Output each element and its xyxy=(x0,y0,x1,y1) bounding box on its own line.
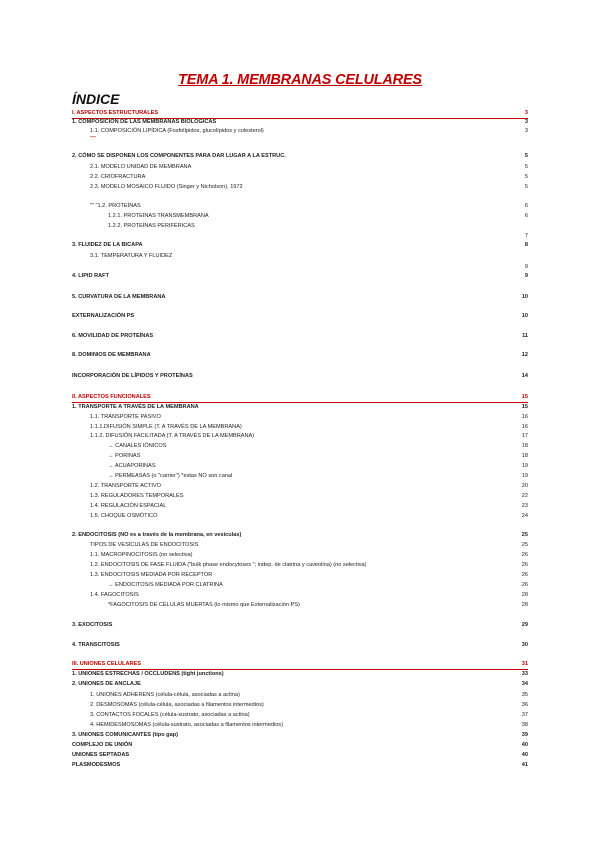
toc-entry-page: 18 xyxy=(521,453,528,459)
toc-entry xyxy=(0,691,600,700)
toc-entry xyxy=(0,761,600,770)
toc-entry xyxy=(0,183,600,192)
toc-entry-page: 9 xyxy=(524,273,528,279)
toc-entry-page: 39 xyxy=(521,732,528,738)
toc-entry-title: 3. CONTACTOS FOCALES (célula-sustrato, asociadas a actina) xyxy=(90,712,250,718)
toc-entry xyxy=(0,413,600,422)
toc-entry-title: 1.3. ENDOCITOSIS MEDIADA POR RECEPTOR xyxy=(90,572,213,578)
toc-entry xyxy=(0,711,600,720)
toc-entry xyxy=(0,452,600,461)
toc-entry-title: → ACUAPORINAS xyxy=(108,463,156,469)
toc-entry-title: II. ASPECTOS FUNCIONALES xyxy=(72,394,151,400)
toc-entry-page: 5 xyxy=(524,153,528,159)
toc-entry-title: 3. UNIONES COMUNICANTES (tipo gap) xyxy=(72,732,178,738)
toc-entry-page: 3 xyxy=(524,110,528,116)
toc-entry-page: 36 xyxy=(521,702,528,708)
toc-entry-page: 5 xyxy=(524,174,528,180)
toc-entry-title: 1.2. TRANSPORTE ACTIVO xyxy=(90,483,161,489)
toc-entry-title: 1.2. ENDOCITOSIS DE FASE FLUIDA ("bulk phase endocytoses "; indep. de clatrina y caveolina) (no selectiva) xyxy=(90,562,367,568)
toc-entry xyxy=(0,561,600,570)
toc-entry-title: 1. COMPOSICIÓN DE LAS MEMBRANAS BIOLÓGICAS xyxy=(72,119,217,125)
toc-entry-page: 12 xyxy=(521,352,528,358)
toc-entry-title: III. UNIONES CELULARES xyxy=(72,661,141,667)
toc-entry xyxy=(0,152,600,161)
toc-entry xyxy=(0,462,600,471)
toc-entry-page: 37 xyxy=(521,712,528,718)
toc-entry xyxy=(0,263,600,272)
toc-entry xyxy=(0,721,600,730)
toc-entry xyxy=(0,351,600,360)
toc-entry-page: 41 xyxy=(521,762,528,768)
toc-entry xyxy=(0,502,600,511)
toc-entry-page: 19 xyxy=(521,473,528,479)
toc-entry-page: 9 xyxy=(524,264,528,270)
toc-entry-title: 6. MOVILIDAD DE PROTEÍNAS xyxy=(72,333,154,339)
toc-entry xyxy=(0,472,600,481)
toc-entry-page: 25 xyxy=(521,542,528,548)
toc-entry xyxy=(0,551,600,560)
toc-entry-page: 40 xyxy=(521,752,528,758)
toc-entry-page: 10 xyxy=(521,294,528,300)
toc-entry xyxy=(0,621,600,630)
toc-entry xyxy=(0,492,600,501)
toc-entry-title: 2.1. MODELO UNIDAD DE MEMBRANA xyxy=(90,164,192,170)
toc-entry-page: 26 xyxy=(521,552,528,558)
toc-entry xyxy=(0,272,600,281)
toc-entry-title: 2.2. CRIOFRACTURA xyxy=(90,174,146,180)
toc-entry-page: 6 xyxy=(524,213,528,219)
toc-entry-title: 1. TRANSPORTE A TRAVÉS DE LA MEMBRANA xyxy=(72,404,199,410)
toc-entry xyxy=(0,641,600,650)
toc-entry xyxy=(0,423,600,432)
toc-entry-page: 15 xyxy=(521,404,528,410)
toc-entry-title: 2. UNIONES DE ANCLAJE xyxy=(72,681,141,687)
toc-entry xyxy=(0,393,600,402)
toc-entry xyxy=(0,212,600,221)
toc-entry-title: UNIONES SEPTADAS xyxy=(72,752,130,758)
toc-entry-title: 1.1. COMPOSICIÓN LIPÍDICA (Fosfolípidos, glucolípidos y colesterol) xyxy=(90,128,264,134)
toc-entry-title: PLASMODESMOS xyxy=(72,762,121,768)
toc-entry-page: 29 xyxy=(521,622,528,628)
toc-entry-page: 26 xyxy=(521,582,528,588)
toc-entry-title: 1.4. FAGOCITOSIS xyxy=(90,592,139,598)
toc-entry xyxy=(0,173,600,182)
toc-entry-page: 24 xyxy=(521,513,528,519)
toc-entry-page: 35 xyxy=(521,692,528,698)
toc-entry-title: → CANALES IÓNICOS xyxy=(108,443,167,449)
toc-entry-page: 16 xyxy=(521,414,528,420)
toc-entry-title: 8. DOMINIOS DE MEMBRANA xyxy=(72,352,151,358)
toc-entry-title: COMPLEJO DE UNIÓN xyxy=(72,742,133,748)
toc-entry-page: 18 xyxy=(521,443,528,449)
toc-entry-page: 25 xyxy=(521,532,528,538)
toc-entry xyxy=(0,680,600,689)
toc-entry xyxy=(0,581,600,590)
toc-entry-page: 7 xyxy=(524,233,528,239)
toc-entry-title: 4. LIPID RAFT xyxy=(72,273,109,279)
toc-entry-title: I. ASPECTOS ESTRUCTURALES xyxy=(72,110,159,116)
toc-entry-title: 1.2.1. PROTEÍNAS TRANSMEMBRANA xyxy=(108,213,209,219)
toc-entry xyxy=(0,482,600,491)
toc-entry-page: 16 xyxy=(521,424,528,430)
toc-entry-page: 8 xyxy=(524,242,528,248)
toc-entry xyxy=(0,731,600,740)
toc-entry xyxy=(0,312,600,321)
toc-entry-page: 28 xyxy=(521,592,528,598)
toc-entry xyxy=(0,252,600,261)
toc-entry-title: 2. DESMOSOMAS (célula-célula, asociadas a filamentos intermedios) xyxy=(90,702,264,708)
toc-entry-page: 17 xyxy=(521,433,528,439)
toc-entry xyxy=(0,670,600,679)
toc-entry-page: 15 xyxy=(521,394,528,400)
toc-entry xyxy=(0,751,600,760)
toc-entry xyxy=(0,293,600,302)
toc-entry-title: 2. CÓMO SE DISPONEN LOS COMPONENTES PARA DAR LUGAR A LA ESTRUC. xyxy=(72,153,286,159)
toc-entry xyxy=(0,403,600,412)
toc-entry-title: 1.1. TRANSPORTE PASIVO xyxy=(90,414,161,420)
toc-entry-page: 11 xyxy=(522,333,528,339)
toc-entry-page: 6 xyxy=(524,203,528,209)
toc-entry-page: 30 xyxy=(521,642,528,648)
document-title: TEMA 1. MEMBRANAS CELULARES xyxy=(178,72,422,88)
toc-entry-title: 1.3. REGULADORES TEMPORALES xyxy=(90,493,184,499)
toc-entry-page: 34 xyxy=(521,681,528,687)
toc-entry-page: 38 xyxy=(521,722,528,728)
toc-entry-title: 1.1.1.DIFUSIÓN SIMPLE (T. A TRAVÉS DE LA MEMBRANA) xyxy=(90,424,242,430)
toc-entry xyxy=(0,442,600,451)
toc-entry-title: *FAGOCITOSIS DE CÉLULAS MUERTAS (lo mismo que Externalización PS) xyxy=(108,602,300,608)
toc-entry-title: INCORPORACIÓN DE LÍPIDOS Y PROTEÍNAS xyxy=(72,373,193,379)
toc-entry-title: 1. UNIONES ESTRECHAS / OCCLUDENS (tight junctions) xyxy=(72,671,224,677)
toc-entry-title: → ENDOCITOSIS MEDIADA POR CLATRINA xyxy=(108,582,223,588)
toc-entry-title: 1.5. CHOQUE OSMÓTICO xyxy=(90,513,158,519)
toc-entry-title: "" "1.2. PROTEÍNAS xyxy=(90,203,141,209)
toc-entry-title: 2. ENDOCITOSIS (NO es a través de la membrana, en vesículas) xyxy=(72,532,242,538)
toc-entry xyxy=(0,135,600,144)
toc-entry xyxy=(0,512,600,521)
toc-entry-title: 1.4. REGULACIÓN ESPACIAL xyxy=(90,503,167,509)
toc-entry-page: 26 xyxy=(521,562,528,568)
toc-entry xyxy=(0,241,600,250)
toc-entry xyxy=(0,571,600,580)
toc-entry-page: 23 xyxy=(521,503,528,509)
toc-entry-page: 20 xyxy=(521,483,528,489)
toc-entry-page: 3 xyxy=(524,119,528,125)
toc-entry xyxy=(0,701,600,710)
toc-entry xyxy=(0,601,600,610)
toc-entry-title: 1. UNIONES ADHERENS (célula-célula, asociadas a actina) xyxy=(90,692,240,698)
toc-entry-title: 4. TRANSCITOSIS xyxy=(72,642,120,648)
toc-entry-title: 4. HEMIDESMOSOMAS (célula-sustrato, asociadas a filamentos intermedios) xyxy=(90,722,284,728)
toc-entry xyxy=(0,372,600,381)
toc-entry-title: → PERMEASAS (o "carrier") *estas NO son canal xyxy=(108,473,233,479)
toc-entry xyxy=(0,541,600,550)
toc-entry-title: 1.1.2. DIFUSIÓN FACILITADA (T. A TRAVÉS DE LA MEMBRANA) xyxy=(90,433,255,439)
toc-entry-page: 26 xyxy=(521,572,528,578)
toc-entry xyxy=(0,332,600,341)
toc-entry-page: 22 xyxy=(521,493,528,499)
toc-entry-title: 5. CURVATURA DE LA MEMBRANA xyxy=(72,294,166,300)
toc-entry xyxy=(0,118,600,127)
toc-entry-page: 19 xyxy=(521,463,528,469)
toc-entry-page: 14 xyxy=(521,373,528,379)
toc-entry xyxy=(0,109,600,118)
toc-entry xyxy=(0,531,600,540)
toc-entry xyxy=(0,163,600,172)
toc-entry-title: 3. FLUIDEZ DE LA BICAPA xyxy=(72,242,143,248)
toc-entry-page: 40 xyxy=(521,742,528,748)
toc-entry-page: 31 xyxy=(521,661,528,667)
toc-entry-page: 28 xyxy=(521,602,528,608)
toc-entry-page: 10 xyxy=(521,313,528,319)
toc-entry-title: 1.1. MACROPINOCITOSIS (no selectiva) xyxy=(90,552,193,558)
toc-entry-title: 3. EXOCITOSIS xyxy=(72,622,113,628)
toc-entry-title: 1.2.2. PROTEÍNAS PERIFÉRICAS xyxy=(108,223,195,229)
toc-entry xyxy=(0,741,600,750)
toc-entry-title: """ xyxy=(90,136,96,142)
toc-entry-title: 3.1. TEMPERATURA Y FLUIDEZ xyxy=(90,253,173,259)
toc-entry-page: 5 xyxy=(524,184,528,190)
toc-entry-title: TIPOS DE VESÍCULAS DE ENDOCITOSIS xyxy=(90,542,199,548)
toc-entry-page: 5 xyxy=(524,164,528,170)
index-heading: ÍNDICE xyxy=(72,91,120,107)
toc-entry xyxy=(0,432,600,441)
toc-entry xyxy=(0,222,600,231)
toc-entry-title: EXTERNALIZACIÓN PS xyxy=(72,313,135,319)
toc-entry-title: → PORINAS xyxy=(108,453,141,459)
toc-entry-page: 3 xyxy=(524,128,528,134)
toc-entry xyxy=(0,660,600,669)
toc-entry-page: 33 xyxy=(521,671,528,677)
toc-entry xyxy=(0,591,600,600)
toc-entry xyxy=(0,202,600,211)
toc-entry xyxy=(0,232,600,241)
toc-entry-title: 2.3. MODELO MOSAICO FLUIDO (Singer y Nicholson), 1972 xyxy=(90,184,243,190)
